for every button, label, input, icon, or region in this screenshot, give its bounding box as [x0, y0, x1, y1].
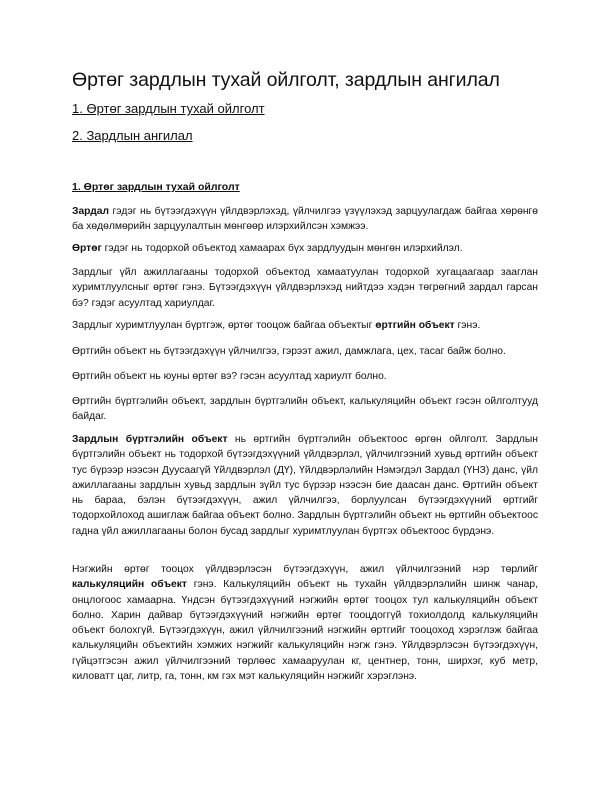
toc-link-classification[interactable]: 2. Зардлын ангилал [72, 128, 193, 143]
paragraph-text: Өртгийн объект нь бүтээгдэхүүн үйлчилгээ, гэрээт ажил, дамжлага, цех, тасаг байж болно. [72, 346, 506, 357]
paragraph-expense-definition [72, 241, 538, 256]
term-bold: калькуляцийн объект [72, 579, 187, 591]
term-bold: Зардал [72, 206, 110, 217]
document-title: Өртөг зардлын тухай ойлголт, зардлын ангилал [72, 69, 500, 91]
paragraph-cost-object [72, 318, 538, 333]
paragraph-calculation-object [72, 562, 538, 684]
paragraph-object-types [72, 344, 538, 359]
paragraph-text: Өртгийн объект нь юуны өртөг вэ? гэсэн асуултад хариулт болно. [72, 371, 387, 382]
paragraph-text: Зардлыг хуримтлуулан бүртгэж, өртөг тооцож байгаа объектыг [72, 320, 376, 331]
toc-link-concept[interactable]: 1. Өртөг зардлын тухай ойлголт [72, 101, 265, 116]
paragraph-cost-definition [72, 204, 538, 235]
term-bold: Зардлын бүртгэлийн объект [72, 434, 228, 445]
paragraph-accumulation [72, 265, 538, 311]
paragraph-object-answer [72, 369, 538, 384]
paragraph-text: гэдэг нь тодорхой объектод хамаарах бүх зардлуудын мөнгөн илэрхийлэл. [101, 243, 463, 254]
paragraph-concepts [72, 394, 538, 425]
paragraph-text: нь өртгийн бүртгэлийн объектоос өргөн ойлголт. Зардлын бүртгэлийн объект нь тодорхой бүтээгдэхүүний үйлдвэрлэл, үйлчилгээний хувьд өртгийн объект тус бүрээр нээсэн Дуусаагүй Үйлдвэрлэл (ДҮ), Үйлдвэрлэлийн Нэмэгдэл Зардал (ҮНЗ) данс, үйл ажиллагааны зардлын хувьд зардлын зүйл тус бүрээр нээсэн бие даасан данс. Өртгийн объект нь бараа, бэлэн бүтээгдэхүүн, ажил үйлчилгээ, борлуулсан бүтээгдэхүүний өртгийг тодорхойлоход ашиглаж байгаа объект болно. Зардлын бүртгэлийн объект нь өртгийн объектоос гадна үйл ажиллагааны болон бусад зардлыг хуримтлуулан бүртгэх объектоос бүрдэнэ. [72, 434, 538, 537]
paragraph-text: гэнэ. [454, 320, 481, 331]
paragraph-text: Зардлыг үйл ажиллагааны тодорхой объектод хамаатуулан тодорхой хугацаагаар зааглан хуримтлуулсныг өртөг гэнэ. Бүтээгдэхүүн үйлдвэрлэхэд нийтдээ хэдэн төгрөгний зардал гарсан бэ? гэдэг асуултад хариулдаг. [72, 267, 538, 309]
section-heading: 1. Өртөг зардлын тухай ойлголт [72, 181, 240, 193]
paragraph-text: гэнэ. Калькуляцийн объект нь тухайн үйлдвэрлэлийн шинж чанар, онцлогоос хамаарна. Үндсэн бүтээгдэхүүний нэгжийн өртөг тооцох тул калькуляцийн объект болно. Харин дайвар бүтээгдэхүүний нэгжийн өртөг тооцдоггүй тохиолдолд калькуляцийн объект болохгүй. Бүтээгдэхүүн, ажил үйлчилгээний нэгжийн өртгийг тооцоход хэрэглэж байгаа калькуляцийн объектийн хэмжих нэгжийг калькуляцийн нэгж гэнэ. Үйлдвэрлэсэн бүтээгдэхүүн, гүйцэтгэсэн ажил үйлчилгээний төрлөөс хамааруулан кг, центнер, тонн, ширхэг, куб метр, киловатт цаг, литр, га, тонн, км гэх мэт калькуляцийн нэгжийг хэрэглэнэ. [72, 579, 538, 683]
term-bold: Өртөг [72, 243, 102, 254]
term-bold: өртгийн объект [375, 320, 455, 331]
paragraph-text: Нэгжийн өртөг тооцох үйлдвэрлэсэн бүтээгдэхүүн, ажил үйлчилгээний нэр төрлийг [72, 564, 538, 575]
paragraph-text: гэдэг нь бүтээгдэхүүн үйлдвэрлэхэд, үйлчилгээ үзүүлэхэд зарцуулагдаж байгаа хөрөнгө ба хөдөлмөрийн зарцуулалтын мөнгөөр илэрхийлсэн хэмжээ. [72, 206, 538, 233]
paragraph-expense-accounting-object [72, 432, 538, 539]
paragraph-text: Өртгийн бүртгэлийн объект, зардлын бүртгэлийн объект, калькуляцийн объект гэсэн ойлголтууд байдаг. [72, 396, 538, 423]
